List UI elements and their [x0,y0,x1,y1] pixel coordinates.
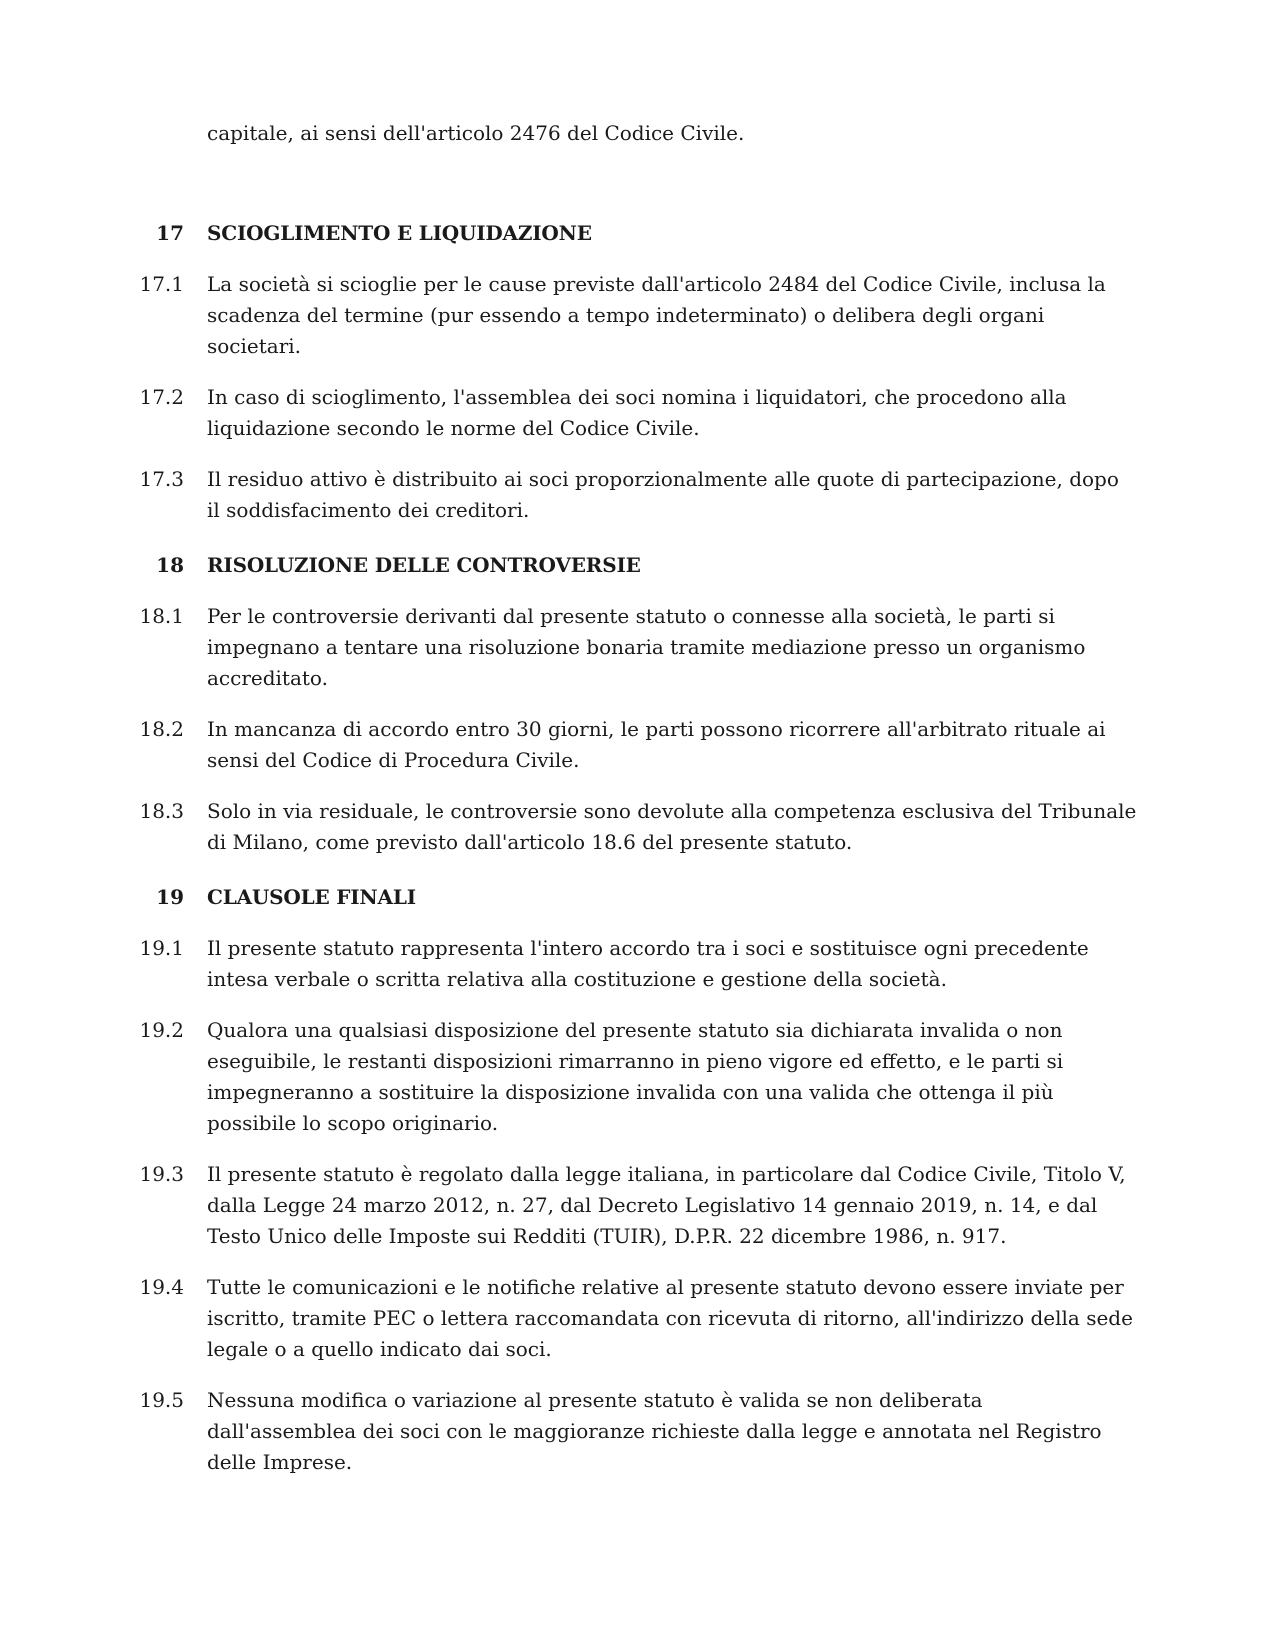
clause-17-2 [0,382,1275,444]
clause-19-5 [0,1385,1275,1478]
clause-number: 19.1 [139,936,184,960]
clause-number: 19.5 [139,1388,184,1412]
clause-number: 17.3 [139,467,184,491]
section-17 [0,218,1275,526]
clause-text: Qualora una qualsiasi disposizione del presente statuto sia dichiarata invalida o non eseguibile, le restanti disposizioni rimarranno in pieno vigore ed effetto, e le parti si impegneranno a sostituire la disposizione invalida con una valida che ottenga il più possibile lo scopo originario. [207,1018,1064,1135]
section-number: 18 [156,553,184,577]
clause-18-1 [0,601,1275,694]
clause-19-2 [0,1015,1275,1139]
clause-text: Solo in via residuale, le controversie sono devolute alla competenza esclusiva del Tribunale di Milano, come previsto dall'articolo 18.6 del presente statuto. [207,799,1137,854]
clause-19-4 [0,1272,1275,1365]
clause-number: 18.1 [139,604,184,628]
section-19 [0,882,1275,1478]
clause-17-1 [0,269,1275,362]
clause-19-3 [0,1159,1275,1252]
clause-18-2 [0,714,1275,776]
section-title: RISOLUZIONE DELLE CONTROVERSIE [207,553,641,577]
section-18 [0,550,1275,858]
continuation-paragraph: capitale, ai sensi dell'articolo 2476 del Codice Civile. [207,121,745,145]
section-title: CLAUSOLE FINALI [207,885,416,909]
clause-19-1 [0,933,1275,995]
clause-number: 17.1 [139,272,184,296]
section-heading [0,550,1275,581]
clause-number: 19.4 [139,1275,184,1299]
clause-text: Il residuo attivo è distribuito ai soci proporzionalmente alle quote di partecipazione, dopo il soddisfacimento dei creditori. [207,467,1119,522]
section-number: 17 [156,221,184,245]
section-title: SCIOGLIMENTO E LIQUIDAZIONE [207,221,592,245]
clause-text: In caso di scioglimento, l'assemblea dei soci nomina i liquidatori, che procedono alla liquidazione secondo le norme del Codice Civile. [207,385,1067,440]
clause-text: La società si scioglie per le cause previste dall'articolo 2484 del Codice Civile, inclusa la scadenza del termine (pur essendo a tempo indeterminato) o delibera degli organi societari. [207,272,1106,358]
clause-number: 19.2 [139,1018,184,1042]
clause-text: Tutte le comunicazioni e le notifiche relative al presente statuto devono essere inviate per iscritto, tramite PEC o lettera raccomandata con ricevuta di ritorno, all'indirizzo della sede legale o a quello indicato dai soci. [207,1275,1133,1361]
clause-18-3 [0,796,1275,858]
section-heading [0,218,1275,249]
clause-number: 19.3 [139,1162,184,1186]
clause-number: 17.2 [139,385,184,409]
clause-number: 18.2 [139,717,184,741]
clause-text: Il presente statuto è regolato dalla legge italiana, in particolare dal Codice Civile, Titolo V, dalla Legge 24 marzo 2012, n. 27, dal Decreto Legislativo 14 gennaio 2019, n. 14, e dal Testo Unico delle Imposte sui Redditi (TUIR), D.P.R. 22 dicembre 1986, n. 917. [207,1162,1126,1248]
section-number: 19 [156,885,184,909]
section-heading [0,882,1275,913]
clause-text: Nessuna modifica o variazione al presente statuto è valida se non deliberata dall'assemblea dei soci con le maggioranze richieste dalla legge e annotata nel Registro delle Imprese. [207,1388,1102,1474]
clause-17-3 [0,464,1275,526]
clause-text: In mancanza di accordo entro 30 giorni, le parti possono ricorrere all'arbitrato rituale ai sensi del Codice di Procedura Civile. [207,717,1106,772]
clause-number: 18.3 [139,799,184,823]
clause-text: Il presente statuto rappresenta l'intero accordo tra i soci e sostituisce ogni precedente intesa verbale o scritta relativa alla costituzione e gestione della società. [207,936,1089,991]
clause-text: Per le controversie derivanti dal presente statuto o connesse alla società, le parti si impegnano a tentare una risoluzione bonaria tramite mediazione presso un organismo accreditato. [207,604,1086,690]
